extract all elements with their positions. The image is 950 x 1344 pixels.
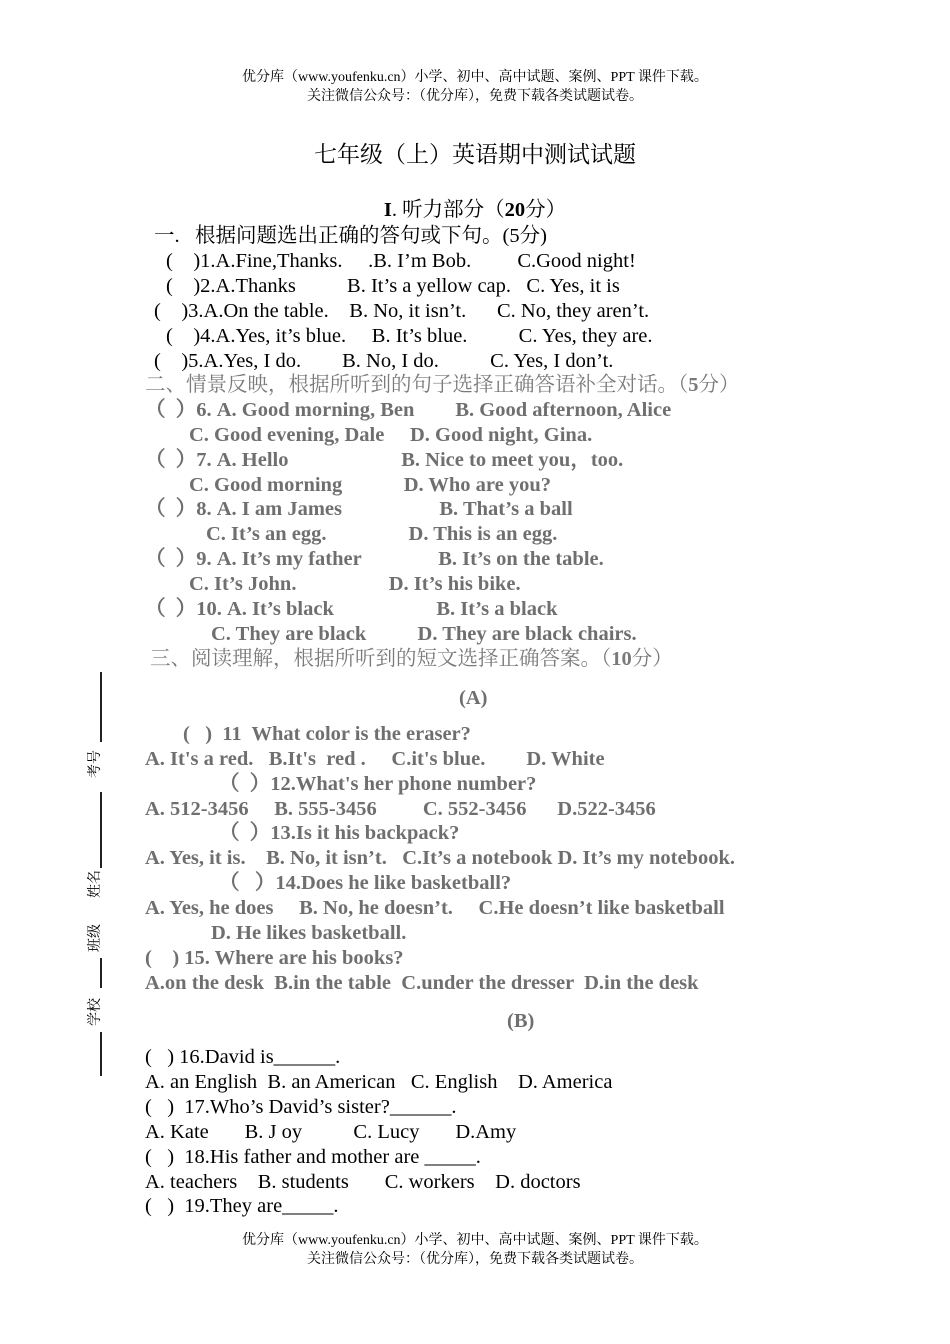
question-9: （ ）9. A. It’s my father B. It’s on the table. xyxy=(145,548,604,570)
part1-roman: I xyxy=(383,199,392,221)
header-line-1: 优分库（www.youfenku.cn）小学、初中、高中试题、案例、PPT 课件下载。 xyxy=(242,70,708,85)
question-1: ( )1.A.Fine,Thanks. .B. I’m Bob. C.Good night! xyxy=(166,250,636,272)
question-11: ( ) 11 What color is the eraser? xyxy=(183,723,471,745)
question-16-options: A. an English B. an American C. English D. America xyxy=(145,1071,613,1093)
question-5: ( )5.A.Yes, I do. B. No, I do. C. Yes, I don’t. xyxy=(154,350,614,372)
question-6-options: C. Good evening, Dale D. Good night, Gina. xyxy=(189,424,593,446)
page-title: 七年级（上）英语期中测试试题 xyxy=(314,142,636,167)
question-8: （ ）8. A. I am James B. That’s a ball xyxy=(145,498,573,520)
question-17-options: A. Kate B. J oy C. Lucy D.Amy xyxy=(145,1121,517,1143)
question-19: ( ) 19.They are_____. xyxy=(145,1195,339,1217)
question-13-options: A. Yes, it is. B. No, it isn’t. C.It’s a notebook D. It’s my notebook. xyxy=(145,847,735,869)
passage-b-label: (B) xyxy=(507,1010,535,1032)
side-label-banji: 班级 xyxy=(88,924,103,952)
sec3-heading-end: 分） xyxy=(631,648,673,670)
sec2-heading-score: 5 xyxy=(688,374,699,396)
question-3: ( )3.A.On the table. B. No, it isn’t. C. No, they aren’t. xyxy=(154,300,650,322)
question-10-options: C. They are black D. They are black chairs. xyxy=(211,623,637,645)
footer-line-1: 优分库（www.youfenku.cn）小学、初中、高中试题、案例、PPT 课件下载。 xyxy=(242,1233,708,1248)
question-4: ( )4.A.Yes, it’s blue. B. It’s blue. C. Yes, they are. xyxy=(166,325,653,347)
sec1-heading: 一. 根据问题选出正确的答句或下句。(5分) xyxy=(154,225,547,247)
question-12: （ ）12.What's her phone number? xyxy=(219,773,537,795)
footer-line-2: 关注微信公众号：（优分库），免费下载各类试题试卷。 xyxy=(307,1252,643,1267)
sec2-heading xyxy=(145,373,740,398)
part1-end: 分） xyxy=(525,199,567,221)
side-label-xingming: 姓名 xyxy=(88,870,103,898)
side-line-1 xyxy=(100,672,102,742)
header-line-2: 关注微信公众号：（优分库），免费下载各类试题试卷。 xyxy=(307,89,643,104)
question-13: （ ）13.Is it his backpack? xyxy=(219,822,460,844)
question-8-options: C. It’s an egg. D. This is an egg. xyxy=(206,523,558,545)
side-label-xuexiao: 学校 xyxy=(88,998,103,1026)
question-6: （ ）6. A. Good morning, Ben B. Good afternoon, Alice xyxy=(145,399,672,421)
question-18-options: A. teachers B. students C. workers D. doctors xyxy=(145,1171,581,1193)
question-14-options: A. Yes, he does B. No, he doesn’t. C.He doesn’t like basketball xyxy=(145,897,725,919)
passage-a-label: (A) xyxy=(459,687,488,709)
question-14-option-d: D. He likes basketball. xyxy=(211,922,407,944)
question-7-options: C. Good morning D. Who are you? xyxy=(189,474,552,496)
part1-text: . 听力部分（ xyxy=(391,199,505,221)
question-14: （ ）14.Does he like basketball? xyxy=(219,872,512,894)
question-15-options: A.on the desk B.in the table C.under the dresser D.in the desk xyxy=(145,972,699,994)
part1-heading xyxy=(0,198,950,223)
question-7: （ ）7. A. Hello B. Nice to meet you，too. xyxy=(145,449,624,471)
question-15: ( ) 15. Where are his books? xyxy=(145,947,404,969)
question-11-options: A. It's a red. B.It's red . C.it's blue. D. White xyxy=(145,748,605,770)
sec3-heading xyxy=(150,647,673,672)
side-line-2 xyxy=(100,792,102,868)
sec3-heading-score: 10 xyxy=(611,648,632,670)
question-12-options: A. 512-3456 B. 555-3456 C. 552-3456 D.522-3456 xyxy=(145,798,656,820)
question-17: ( ) 17.Who’s David’s sister?______. xyxy=(145,1096,457,1118)
question-16: ( ) 16.David is______. xyxy=(145,1046,341,1068)
side-line-3 xyxy=(100,958,102,988)
question-9-options: C. It’s John. D. It’s his bike. xyxy=(189,573,521,595)
sec2-heading-text: 二、情景反映，根据所听到的句子选择正确答语补全对话。（ xyxy=(145,374,689,396)
question-10: （ ）10. A. It’s black B. It’s a black xyxy=(145,598,558,620)
part1-score: 20 xyxy=(504,199,526,221)
question-18: ( ) 18.His father and mother are _____. xyxy=(145,1146,481,1168)
question-2: ( )2.A.Thanks B. It’s a yellow cap. C. Yes, it is xyxy=(166,275,620,297)
side-label-kaohao: 考号 xyxy=(88,750,103,778)
sec2-heading-end: 分） xyxy=(698,374,740,396)
side-line-4 xyxy=(100,1032,102,1076)
sec3-heading-text: 三、阅读理解，根据所听到的短文选择正确答案。（ xyxy=(150,648,612,670)
